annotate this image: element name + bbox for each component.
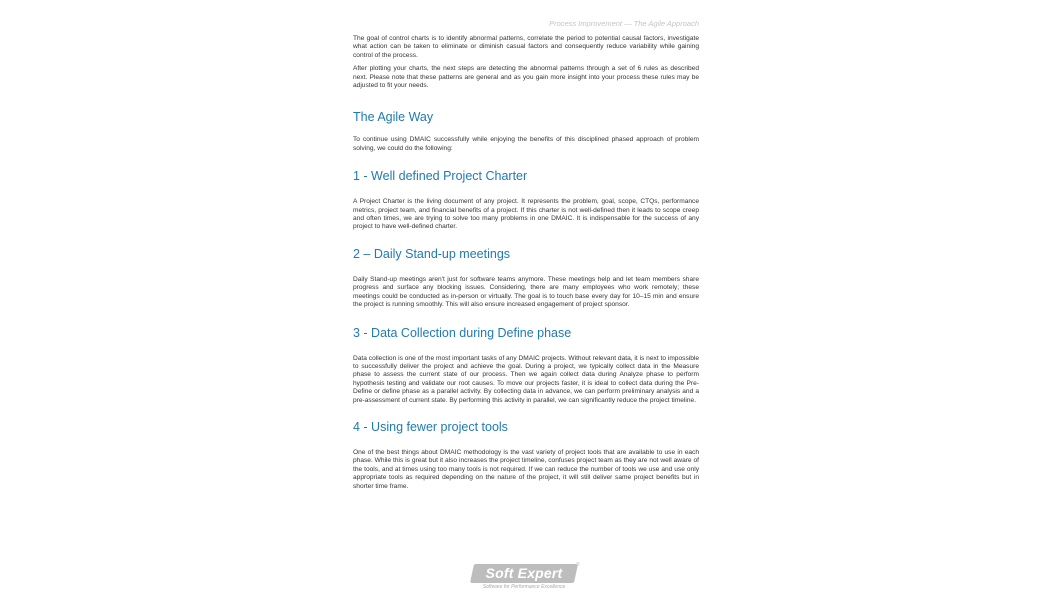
section-heading-2: 2 – Daily Stand-up meetings (353, 246, 511, 261)
section-heading-1: 1 - Well defined Project Charter (353, 169, 528, 184)
section-body-1: A Project Charter is the living document of any project. It represents the problem, goal, scope, CTQs, performance metrics, project team, and financial benefits of a project. If this charter is not well-defined then it leads to scope creep and often times, we are trying to solve too many problems in one DMAIC. It is indispensable for the success of any project to have well-defined charter. (353, 198, 699, 231)
document-page (353, 18, 699, 491)
section-heading-4: 4 - Using fewer project tools (353, 419, 508, 434)
logo-wordmark: Soft Expert (485, 565, 563, 581)
section-body-3: Data collection is one of the most important tasks of any DMAIC projects. Without relevant data, it is next to impossible to successfully deliver the project and achieve the goal. During a project, we typically collect data in the Measure phase to assess the current state of our process. Then we again collect data during Analyze phase to perform hypothesis testing and validate our root causes. To move our projects faster, it is ideal to collect data during the Pre-Define or define phase as a parallel activity. By collecting data in advance, we can perform preliminary analysis and a pre-assessment of current state. By performing this activity in parallel, we can significantly reduce the project timeline. (353, 354, 699, 404)
section-body-agile: To continue using DMAIC successfully while enjoying the benefits of this disciplined phased approach of problem solving, we could do the following: (353, 136, 699, 152)
logo-registered-mark: ® (576, 562, 580, 568)
intro-paragraph-2: After plotting your charts, the next steps are detecting the abnormal patterns through a set of 6 rules as described next. Please note that these patterns are general and as you gain more insight into your process these rules may be adjusted to fit your needs. (353, 65, 699, 90)
section-body-2: Daily Stand-up meetings aren't just for software teams anymore. These meetings help and let team members share progress and surface any blocking issues. Considering, there are many employees who work remotely; these meetings could be conducted as in-person or virtually. The goal is to touch base every day for 10–15 min and ensure the project is running smoothly. This will also ensure increased engagement of project sponsor. (353, 275, 699, 309)
section-heading-agile: The Agile Way (353, 110, 434, 125)
logo-tagline: Software for Performance Excellence (482, 584, 566, 590)
section-heading-3: 3 - Data Collection during Define phase (353, 325, 572, 340)
running-header: Process Improvement — The Agile Approach (549, 19, 699, 28)
section-body-4: One of the best things about DMAIC methodology is the vast variety of project tools that are available to use in each phase. While this is great but it also increases the project timeline, confuses project team as they are not well aware of the tools, and at times using too many tools is not required. If we can reduce the number of tools we use and use only appropriate tools as required depending on the nature of the project, it will still deliver same project benefits but in shorter time frame. (353, 448, 699, 490)
softexpert-logo (470, 563, 580, 595)
intro-paragraph-1: The goal of control charts is to identify abnormal patterns, correlate the period to potential causal factors, investigate what action can be taken to eliminate or diminish casual factors and consequently reduce variability while gaining control of the process. (353, 35, 699, 59)
